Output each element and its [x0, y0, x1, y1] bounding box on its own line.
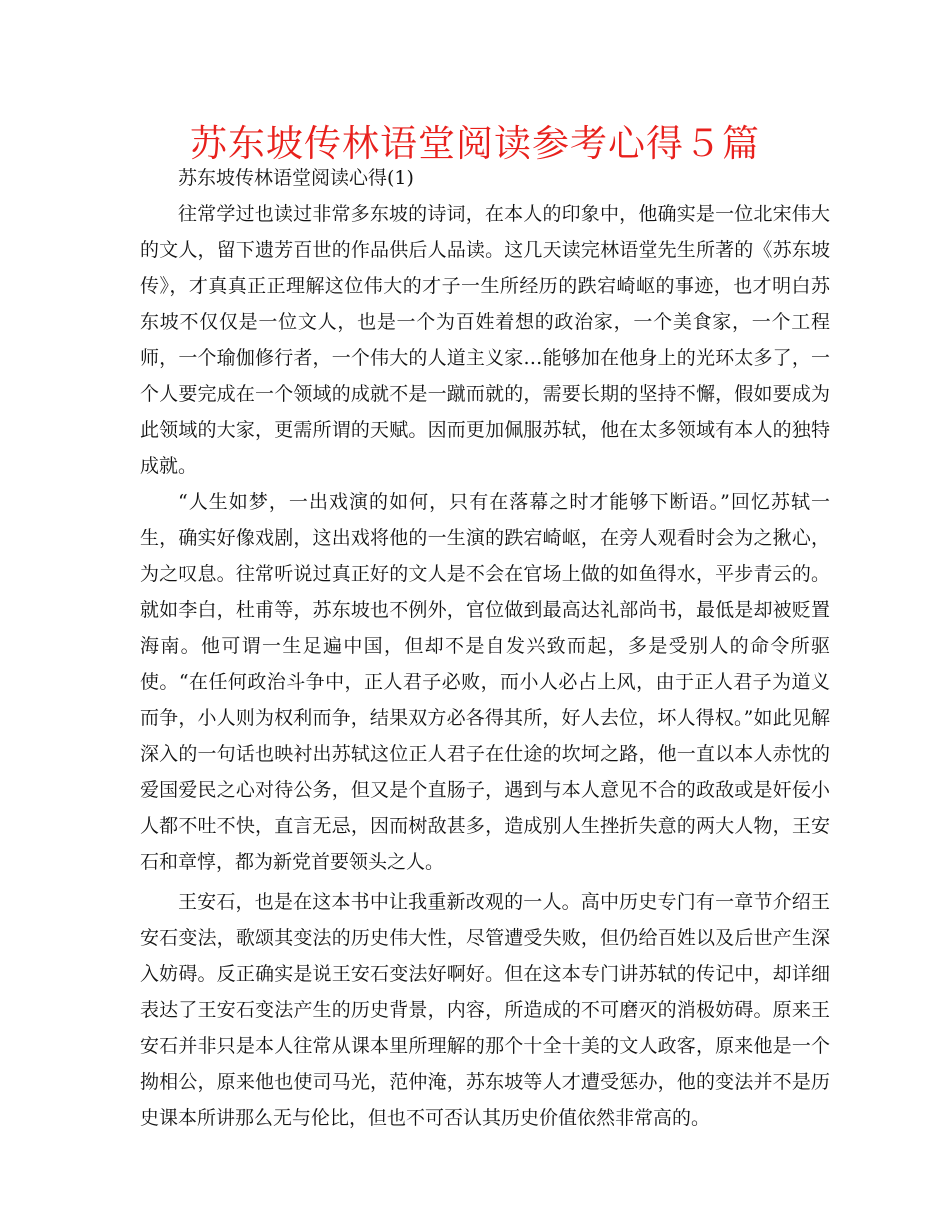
- document-title: 苏东坡传林语堂阅读参考心得５篇: [190, 122, 760, 165]
- paragraph-3: 王安石，也是在这本书中让我重新改观的一人。高中历史专门有一章节介绍王安石变法，歌颂其变法的历史伟大性，尽管遭受失败，但仍给百姓以及后世产生深入妨碍。反正确实是说王安石变法好啊好。但在这本专门讲苏轼的传记中，却详细表达了王安石变法产生的历史背景，内容，所造成的不可磨灭的消极妨碍。原来王安石并非只是本人往常从课本里所理解的那个十全十美的文人政客，原来他是一个拗相公，原来他也使司马光，范仲淹，苏东坡等人才遭受惩办，他的变法并不是历史课本所讲那么无与伦比，但也不可否认其历史价值依然非常高的。: [140, 891, 830, 1129]
- document-body: [140, 160, 830, 1136]
- paragraph-1: 往常学过也读过非常多东坡的诗词，在本人的印象中，他确实是一位北宋伟大的文人，留下遗芳百世的作品供后人品读。这几天读完林语堂先生所著的《苏东坡传》，才真真正正理解这位伟大的才子一生所经历的跌宕崎岖的事迹，也才明白苏东坡不仅仅是一位文人，也是一个为百姓着想的政治家，一个美食家，一个工程师，一个瑜伽修行者，一个伟大的人道主义家…能够加在他身上的光环太多了，一个人要完成在一个领域的成就不是一蹴而就的，需要长期的坚持不懈，假如要成为此领域的大家，更需所谓的天赋。因而更加佩服苏轼，他在太多领域有本人的独特成就。: [140, 203, 830, 477]
- section-subtitle: 苏东坡传林语堂阅读心得(1): [178, 167, 414, 189]
- paragraph-2: “人生如梦，一出戏演的如何，只有在落幕之时才能够下断语。”回忆苏轼一生，确实好像戏剧，这出戏将他的一生演的跌宕崎岖，在旁人观看时会为之揪心，为之叹息。往常听说过真正好的文人是不会在官场上做的如鱼得水，平步青云的。就如李白，杜甫等，苏东坡也不例外，官位做到最高达礼部尚书，最低是却被贬置海南。他可谓一生足遍中国，但却不是自发兴致而起，多是受别人的命令所驱使。“在任何政治斗争中，正人君子必败，而小人必占上风，由于正人君子为道义而争，小人则为权利而争，结果双方必各得其所，好人去位，坏人得权。”如此见解深入的一句话也映衬出苏轼这位正人君子在仕途的坎坷之路，他一直以本人赤忱的爱国爱民之心对待公务，但又是个直肠子，遇到与本人意见不合的政敌或是奸佞小人都不吐不快，直言无忌，因而树敌甚多，造成别人生挫折失意的两大人物，王安石和章惇，都为新党首要领头之人。: [140, 491, 830, 873]
